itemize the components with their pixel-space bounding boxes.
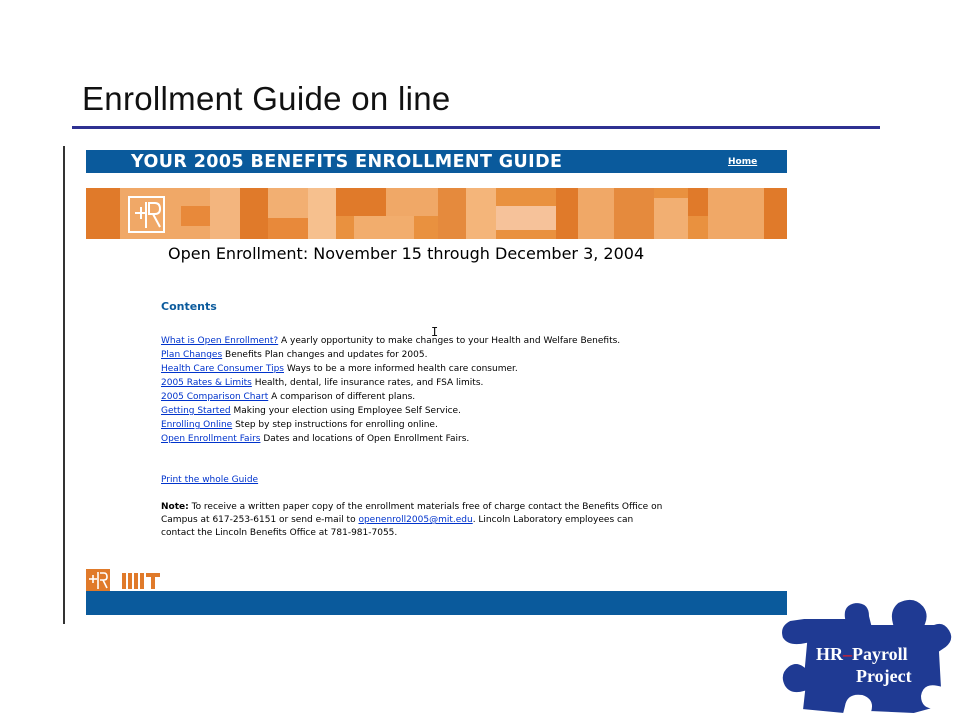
print-guide-link[interactable]: Print the whole Guide [161, 475, 259, 485]
home-link[interactable]: Home [728, 157, 758, 167]
table-of-contents [161, 334, 781, 446]
list-item [161, 404, 781, 418]
hr-logo-icon [128, 196, 165, 233]
puzzle-logo-text-project: Project [856, 666, 912, 686]
list-item [161, 376, 781, 390]
list-item [161, 390, 781, 404]
note-text: To receive a written paper copy of the enrollment materials free of charge contact the Benefits Office on [188, 502, 663, 512]
puzzle-text-dash: – [843, 644, 852, 664]
toc-description: A yearly opportunity to make changes to your Health and Welfare Benefits. [278, 336, 621, 346]
toc-link-comparison-chart[interactable]: 2005 Comparison Chart [161, 392, 269, 402]
puzzle-text-payroll: Payroll [852, 644, 908, 664]
note-paragraph [161, 501, 781, 540]
slide-title: Enrollment Guide on line [82, 80, 451, 117]
note-text: . Lincoln Laboratory employees can [472, 515, 634, 525]
puzzle-logo-text [816, 644, 908, 665]
left-vertical-rule [63, 146, 65, 624]
toc-description: Benefits Plan changes and updates for 2005. [222, 350, 428, 360]
guide-footer-bar [86, 591, 787, 615]
toc-link-plan-changes[interactable]: Plan Changes [161, 350, 223, 360]
list-item [161, 362, 781, 376]
note-text: contact the Lincoln Benefits Office at 781-981-7055. [161, 528, 398, 538]
text-cursor-icon: I [431, 325, 439, 339]
list-item [161, 334, 781, 348]
puzzle-text-hr: HR [816, 644, 843, 664]
toc-description: Ways to be a more informed health care consumer. [284, 364, 518, 374]
toc-description: Making your election using Employee Self Service. [230, 406, 461, 416]
title-underline [72, 126, 880, 129]
guide-header-bar [86, 150, 787, 173]
toc-link-open-enrollment[interactable]: What is Open Enrollment? [161, 336, 279, 346]
toc-description: Dates and locations of Open Enrollment Fairs. [260, 434, 470, 444]
toc-link-enrollment-fairs[interactable]: Open Enrollment Fairs [161, 434, 261, 444]
toc-description: A comparison of different plans. [268, 392, 416, 402]
toc-description: Health, dental, life insurance rates, and FSA limits. [251, 378, 484, 388]
toc-link-getting-started[interactable]: Getting Started [161, 406, 231, 416]
toc-link-enrolling-online[interactable]: Enrolling Online [161, 420, 233, 430]
toc-link-rates-limits[interactable]: 2005 Rates & Limits [161, 378, 252, 388]
list-item [161, 432, 781, 446]
contents-heading: Contents [161, 300, 217, 313]
enrollment-dates-heading: Open Enrollment: November 15 through December 3, 2004 [168, 244, 645, 263]
toc-link-consumer-tips[interactable]: Health Care Consumer Tips [161, 364, 284, 374]
guide-header-title: YOUR 2005 BENEFITS ENROLLMENT GUIDE [131, 152, 563, 172]
orange-banner [86, 188, 787, 239]
list-item [161, 418, 781, 432]
toc-description: Step by step instructions for enrolling online. [232, 420, 438, 430]
hr-mit-logo-icon [86, 567, 166, 591]
list-item [161, 348, 781, 362]
note-text: Campus at 617-253-6151 or send e-mail to [161, 515, 359, 525]
note-label: Note: [161, 502, 189, 512]
enrollment-guide-screenshot [86, 150, 787, 615]
footer-logos [86, 567, 166, 591]
email-link[interactable]: openenroll2005@mit.edu [358, 515, 473, 525]
